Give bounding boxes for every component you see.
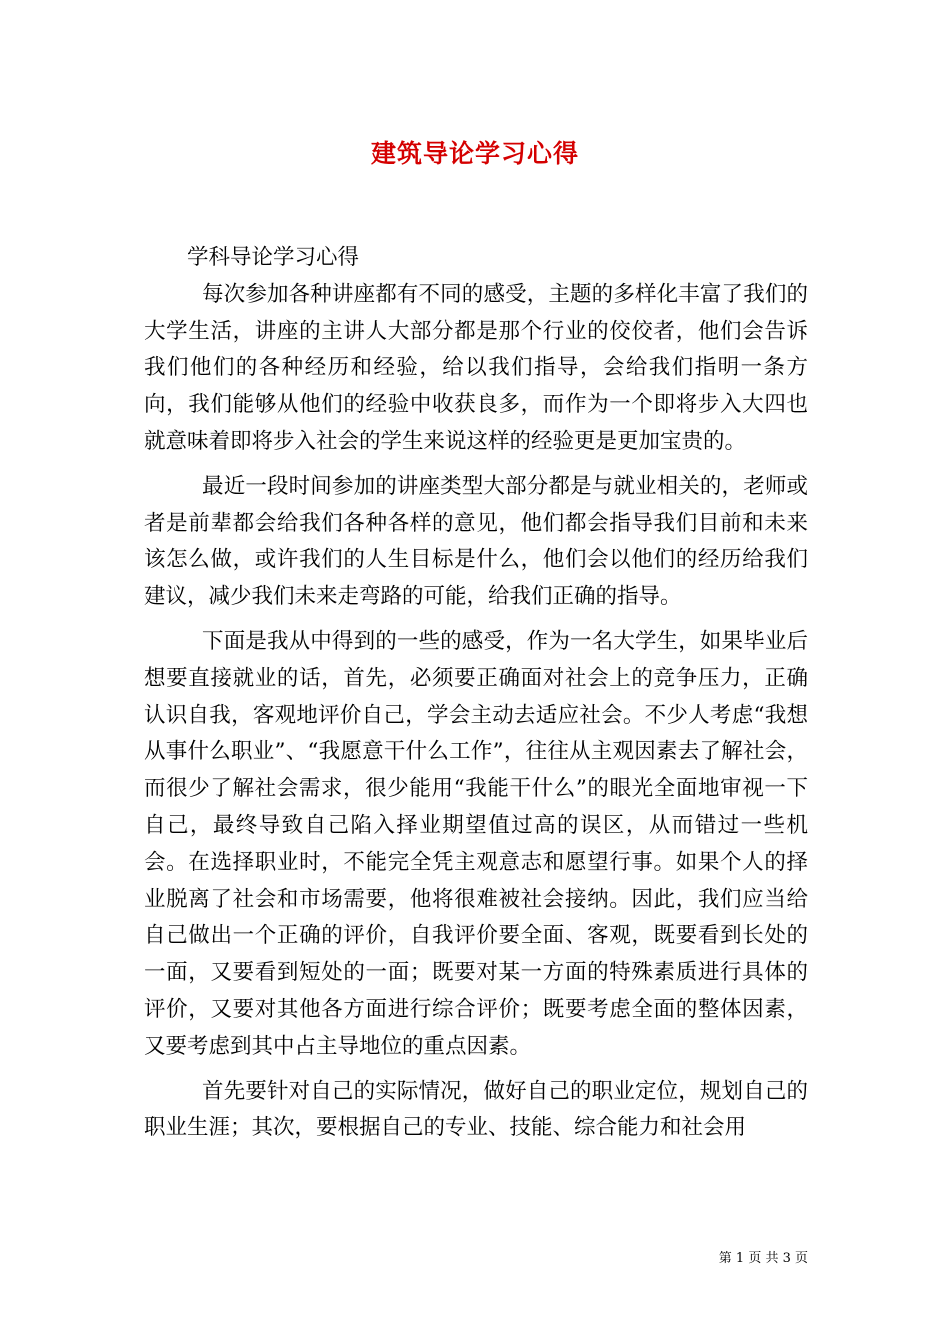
document-body: [144, 240, 808, 1147]
paragraph-4: 首先要针对自己的实际情况，做好自己的职业定位，规划自己的职业生涯；其次，要根据自己的专业、技能、综合能力和社会用: [144, 1078, 808, 1141]
page-number-footer: 第 1 页 共 3 页: [718, 1251, 808, 1266]
page-title: 建筑导论学习心得: [370, 139, 579, 168]
document-subtitle: 学科导论学习心得: [187, 245, 360, 270]
paragraph-1: 每次参加各种讲座都有不同的感受，主题的多样化丰富了我们的大学生活，讲座的主讲人大部分都是那个行业的佼佼者，他们会告诉我们他们的各种经历和经验，给以我们指导，会给我们指明一条方向，我们能够从他们的经验中收获良多，而作为一个即将步入大四也就意味着即将步入社会的学生来说这样的经验更是更加宝贵的。: [144, 281, 808, 454]
paragraph-3: 下面是我从中得到的一些的感受，作为一名大学生，如果毕业后想要直接就业的话，首先，必须要正确面对社会上的竞争压力，正确认识自我，客观地评价自己，学会主动去适应社会。不少人考虑“我想从事什么职业”、“我愿意干什么工作”，往往从主观因素去了解社会，而很少了解社会需求，很少能用“我能干什么”的眼光全面地审视一下自己，最终导致自己陷入择业期望值过高的误区，从而错过一些机会。在选择职业时，不能完全凭主观意志和愿望行事。如果个人的择业脱离了社会和市场需要，他将很难被社会接纳。因此，我们应当给自己做出一个正确的评价，自我评价要全面、客观，既要看到长处的一面，又要看到短处的一面；既要对某一方面的特殊素质进行具体的评价，又要对其他各方面进行综合评价；既要考虑全面的整体因素，又要考虑到其中占主导地位的重点因素。: [144, 628, 808, 1059]
paragraph-2: 最近一段时间参加的讲座类型大部分都是与就业相关的，老师或者是前辈都会给我们各种各样的意见，他们都会指导我们目前和未来该怎么做，或许我们的人生目标是什么，他们会以他们的经历给我们建议，减少我们未来走弯路的可能，给我们正确的指导。: [144, 473, 808, 610]
